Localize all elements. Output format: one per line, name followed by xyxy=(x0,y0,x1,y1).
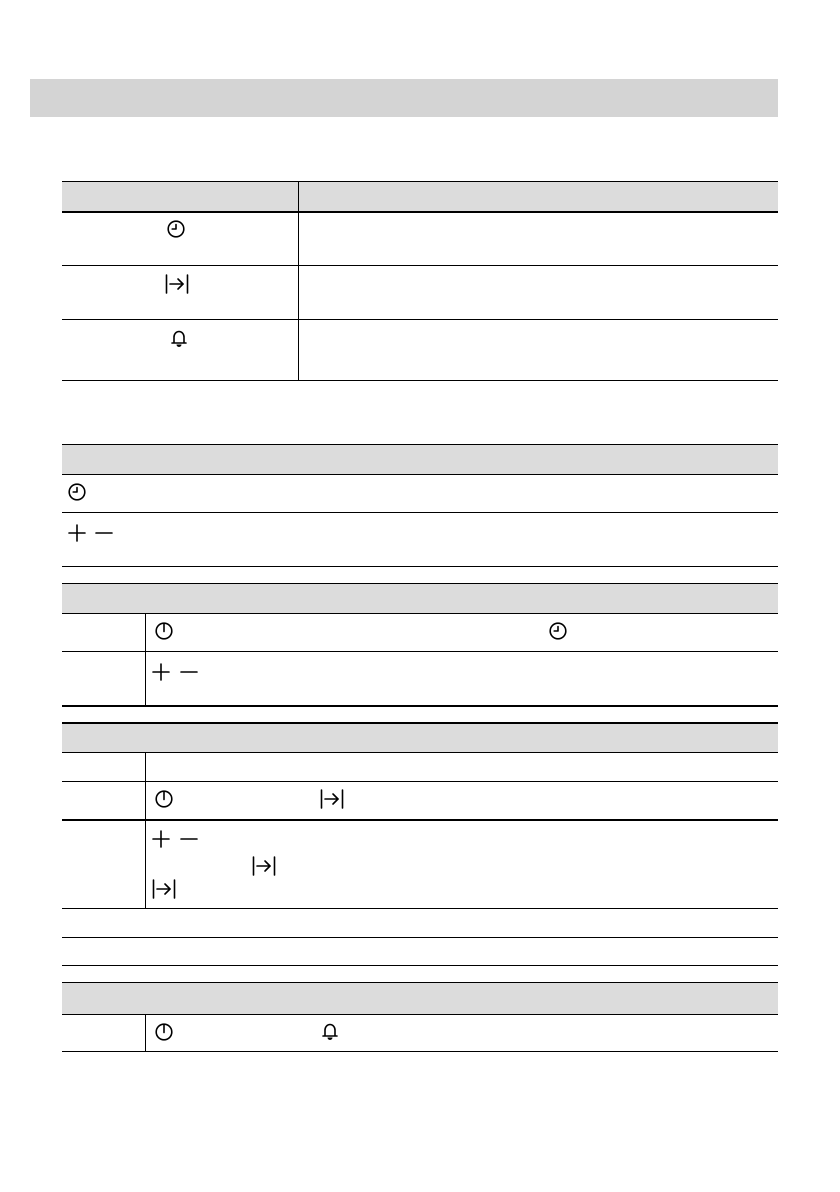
table1-rule xyxy=(62,181,778,182)
duration-arrow-icon xyxy=(165,274,189,294)
table2-rule xyxy=(62,444,778,445)
table4-column-divider xyxy=(145,752,146,908)
table2-header xyxy=(62,445,778,474)
table2-rule xyxy=(62,474,778,475)
power-icon xyxy=(155,622,173,640)
table2-rule xyxy=(62,512,778,513)
duration-arrow-icon xyxy=(320,789,344,809)
minus-icon xyxy=(180,830,198,848)
table1-column-divider xyxy=(298,182,299,380)
power-icon xyxy=(155,790,173,808)
table3-header xyxy=(62,584,778,613)
table4-rule xyxy=(62,722,778,724)
plus-icon xyxy=(152,830,170,848)
table4-rule xyxy=(62,937,778,938)
minus-icon xyxy=(180,663,198,681)
table3-rule xyxy=(62,583,778,584)
clock-icon xyxy=(68,483,86,501)
table4-rule xyxy=(62,908,778,909)
table4-rule xyxy=(62,819,778,821)
table1-rule xyxy=(62,319,778,320)
table5-rule xyxy=(62,982,778,983)
table5-rule xyxy=(62,1014,778,1015)
table2-rule xyxy=(62,566,778,567)
clock-icon xyxy=(549,622,567,640)
plus-icon xyxy=(68,524,86,542)
plus-icon xyxy=(152,663,170,681)
table1-rule xyxy=(62,380,778,381)
duration-arrow-icon xyxy=(152,879,176,899)
clock-icon xyxy=(167,220,185,238)
table4-rule xyxy=(62,781,778,782)
table1-rule xyxy=(62,211,778,213)
table4-rule xyxy=(62,965,778,966)
power-icon xyxy=(155,1023,173,1041)
duration-arrow-icon xyxy=(252,856,276,876)
table3-rule xyxy=(62,613,778,614)
bell-icon xyxy=(171,329,187,349)
section-header-bar xyxy=(30,79,778,117)
table5-rule xyxy=(62,1051,778,1052)
table4-header xyxy=(62,723,778,752)
table3-rule xyxy=(62,651,778,652)
table3-column-divider xyxy=(145,613,146,705)
table1-header xyxy=(62,182,778,211)
table1-rule xyxy=(62,265,778,266)
table5-column-divider xyxy=(145,1014,146,1051)
bell-icon xyxy=(322,1022,338,1042)
table4-rule xyxy=(62,752,778,753)
table3-rule xyxy=(62,705,778,707)
table5-header xyxy=(62,983,778,1014)
minus-icon xyxy=(95,524,113,542)
